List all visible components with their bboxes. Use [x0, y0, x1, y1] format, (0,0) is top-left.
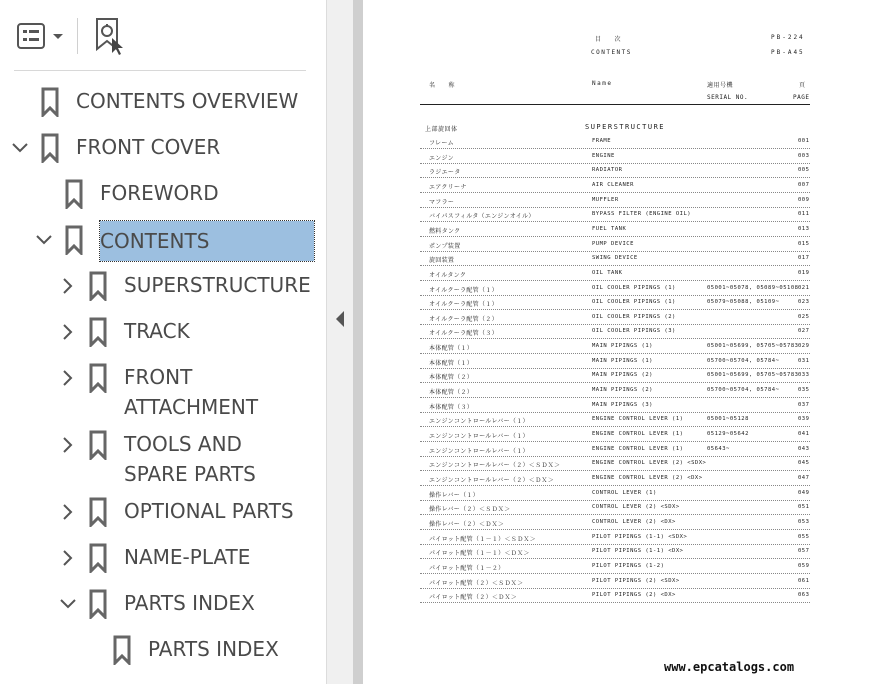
row-page: 063: [798, 592, 810, 599]
row-name-en: ENGINE CONTROL LEVER (2) <DX>: [592, 474, 703, 481]
row-name-en: PILOT PIPINGS (1-1) <SDX>: [592, 533, 688, 540]
row-name-en: OIL COOLER PIPINGS (2): [592, 313, 676, 320]
row-page: 043: [798, 445, 810, 452]
doc-code-1: PB-224: [771, 34, 805, 41]
row-serial: 05700~05704, 05784~: [707, 357, 780, 364]
chevron-right-icon[interactable]: [58, 502, 78, 522]
row-name-jp: エンジンコントロールレバー（２）＜ＳＤＸ＞: [429, 462, 561, 470]
row-serial: 05700~05704, 05784~: [707, 387, 780, 394]
row-page: 017: [798, 255, 810, 262]
chevron-down-icon[interactable]: [34, 230, 54, 250]
bookmark-label: NAME-PLATE: [124, 545, 251, 569]
row-divider: [420, 558, 810, 559]
bookmark-icon: [40, 87, 60, 117]
row-divider: [420, 251, 810, 252]
bookmark-item[interactable]: [0, 270, 326, 302]
bookmark-label: CONTENTS: [100, 221, 314, 261]
row-name-jp: エアクリーナ: [429, 183, 467, 191]
bookmark-item[interactable]: [0, 178, 326, 210]
row-name-jp: ポンプ装置: [429, 242, 461, 250]
row-page: 055: [798, 533, 810, 540]
row-divider: [420, 529, 810, 530]
row-page: 049: [798, 489, 810, 496]
row-page: 019: [798, 269, 810, 276]
row-page: 053: [798, 518, 810, 525]
row-page: 041: [798, 431, 810, 437]
section-title-jp: 上部旋回体: [425, 126, 458, 133]
bookmark-item[interactable]: [0, 496, 326, 528]
row-serial: 05079~05088, 05109~: [707, 299, 780, 306]
row-page: 057: [798, 548, 810, 555]
bookmark-item[interactable]: [0, 429, 326, 489]
row-divider: [420, 324, 810, 325]
row-name-en: OIL COOLER PIPINGS (3): [592, 328, 676, 335]
doc-code-2: PB-A45: [771, 49, 805, 56]
row-divider: [420, 382, 810, 383]
list-options-icon: [14, 20, 68, 52]
bookmark-find-icon: [90, 16, 130, 56]
row-name-en: PILOT PIPINGS (2) <DX>: [592, 592, 676, 599]
row-divider: [420, 470, 810, 471]
row-name-en: AIR CLEANER: [592, 181, 634, 188]
row-name-jp: エンジンコントロールレバー（１）: [429, 447, 529, 455]
row-divider: [420, 412, 810, 413]
row-name-jp: エンジン: [429, 154, 454, 162]
row-divider: [420, 338, 810, 339]
row-name-en: CONTROL LEVER (2) <SDX>: [592, 504, 680, 511]
row-serial: 05001~05699, 05705~05783: [707, 372, 799, 379]
row-page: 005: [798, 167, 810, 174]
row-name-en: PILOT PIPINGS (1-2): [592, 562, 665, 569]
bookmark-item[interactable]: [0, 316, 326, 348]
row-page: 021: [798, 284, 810, 291]
page-title-en: CONTENTS: [591, 49, 632, 56]
row-divider: [420, 485, 810, 486]
row-name-en: RADIATOR: [592, 167, 623, 174]
panel-collapse-bar[interactable]: [327, 0, 353, 684]
row-name-en: BYPASS FILTER (ENGINE OIL): [592, 211, 692, 218]
row-name-en: FRAME: [592, 138, 612, 144]
bookmark-icon: [88, 363, 108, 393]
bookmark-icon: [88, 589, 108, 619]
toolbar-divider: [77, 18, 78, 54]
col-serial-jp: 適用号機: [707, 82, 734, 89]
bookmark-label: TOOLS AND SPARE PARTS: [124, 432, 256, 486]
row-name-en: OIL TANK: [592, 269, 623, 276]
row-name-jp: オイルクーラ配管（１）: [429, 301, 498, 309]
find-bookmark-button[interactable]: [90, 16, 130, 56]
row-divider: [420, 177, 810, 178]
row-divider: [420, 573, 810, 574]
row-divider: [420, 456, 810, 457]
toolbar-bottom-rule: [14, 70, 306, 71]
row-name-en: ENGINE CONTROL LEVER (1): [592, 431, 684, 437]
row-name-jp: ラジエータ: [429, 169, 461, 177]
row-page: 039: [798, 416, 810, 423]
row-divider: [420, 309, 810, 310]
row-divider: [420, 397, 810, 398]
bookmark-icon: [64, 225, 84, 255]
row-page: 035: [798, 387, 810, 394]
row-name-en: FUEL TANK: [592, 225, 627, 232]
row-name-en: PUMP DEVICE: [592, 240, 634, 247]
row-name-jp: オイルクーラ配管（２）: [429, 315, 498, 323]
row-page: 001: [798, 138, 810, 144]
viewer-gutter: [353, 0, 363, 684]
row-divider: [420, 265, 810, 266]
chevron-right-icon[interactable]: [58, 435, 78, 455]
row-name-en: OIL COOLER PIPINGS (1): [592, 299, 676, 306]
chevron-right-icon[interactable]: [58, 368, 78, 388]
bookmark-label: CONTENTS OVERVIEW: [76, 89, 299, 113]
bookmark-item[interactable]: [0, 86, 326, 118]
bookmark-icon: [88, 271, 108, 301]
bookmark-icon: [88, 430, 108, 460]
row-divider: [420, 236, 810, 237]
row-divider: [420, 602, 810, 603]
watermark-url: www.epcatalogs.com: [664, 660, 795, 674]
row-name-jp: バイパスフィルタ（エンジンオイル）: [429, 213, 535, 221]
row-name-en: MAIN PIPINGS (3): [592, 401, 653, 408]
row-divider: [420, 500, 810, 501]
row-name-en: MAIN PIPINGS (1): [592, 343, 653, 350]
row-serial: 05129~05642: [707, 431, 749, 437]
row-name-en: SWING DEVICE: [592, 255, 638, 262]
row-divider: [420, 544, 810, 545]
row-name-jp: パイロット配管（１－２）: [429, 564, 505, 572]
bookmarks-panel: [0, 0, 327, 684]
row-name-jp: 操作レバー（１）: [429, 491, 479, 499]
bookmark-label: PARTS INDEX: [124, 591, 255, 615]
row-name-en: CONTROL LEVER (2) <DX>: [592, 518, 676, 525]
bookmark-label: FRONT COVER: [76, 135, 221, 159]
row-divider: [420, 221, 810, 222]
col-name-jp: 名 称: [429, 82, 456, 89]
header-rule: [420, 104, 810, 105]
row-name-jp: 本体配管（１）: [429, 359, 474, 367]
row-divider: [420, 148, 810, 149]
bookmark-icon: [112, 635, 132, 665]
col-serial-en: SERIAL NO.: [707, 94, 749, 101]
row-divider: [420, 588, 810, 589]
row-divider: [420, 192, 810, 193]
chevron-right-icon[interactable]: [58, 276, 78, 296]
row-divider: [420, 295, 810, 296]
row-name-jp: 本体配管（２）: [429, 389, 474, 397]
row-divider: [420, 280, 810, 281]
row-name-en: ENGINE: [592, 152, 615, 159]
row-name-jp: オイルクーラ配管（３）: [429, 330, 498, 338]
bookmark-icon: [88, 317, 108, 347]
row-name-jp: 操作レバー（２）＜ＳＤＸ＞: [429, 506, 511, 514]
bookmark-item[interactable]: [0, 588, 326, 620]
bookmark-item[interactable]: [0, 224, 326, 256]
row-name-jp: パイロット配管（１－１）＜ＳＤＸ＞: [429, 535, 536, 543]
bookmark-icon: [64, 179, 84, 209]
row-page: 061: [798, 577, 810, 584]
options-menu-button[interactable]: [14, 20, 68, 52]
chevron-down-icon[interactable]: [58, 594, 78, 614]
row-name-en: ENGINE CONTROL LEVER (2) <SDX>: [592, 460, 707, 467]
bookmark-item[interactable]: [0, 132, 326, 164]
row-page: 013: [798, 225, 810, 232]
row-page: 033: [798, 372, 810, 379]
row-name-en: MAIN PIPINGS (2): [592, 372, 653, 379]
row-page: 015: [798, 240, 810, 247]
bookmark-icon: [88, 497, 108, 527]
col-page-jp: 頁: [799, 82, 806, 89]
bookmark-item[interactable]: [0, 362, 326, 422]
row-page: 027: [798, 328, 810, 335]
row-page: 023: [798, 299, 810, 306]
row-name-jp: 本体配管（３）: [429, 403, 474, 411]
row-page: 009: [798, 196, 810, 203]
row-name-jp: マフラー: [429, 198, 455, 206]
row-page: 029: [798, 343, 810, 350]
bookmark-icon: [88, 543, 108, 573]
row-divider: [420, 514, 810, 515]
row-name-en: MAIN PIPINGS (1): [592, 357, 653, 364]
row-page: 047: [798, 474, 810, 481]
row-divider: [420, 207, 810, 208]
row-name-en: ENGINE CONTROL LEVER (1): [592, 416, 684, 423]
bookmark-item[interactable]: [0, 542, 326, 574]
row-name-en: ENGINE CONTROL LEVER (1): [592, 445, 684, 452]
row-page: 011: [798, 211, 810, 218]
row-page: 059: [798, 562, 810, 569]
row-page: 025: [798, 313, 810, 320]
row-page: 051: [798, 504, 810, 511]
row-name-jp: 燃料タンク: [429, 227, 461, 235]
row-page: 007: [798, 181, 810, 188]
chevron-right-icon[interactable]: [58, 548, 78, 568]
row-divider: [420, 368, 810, 369]
row-name-jp: フレーム: [429, 140, 454, 147]
col-name-en: Name: [592, 80, 613, 87]
chevron-down-icon[interactable]: [10, 138, 30, 158]
row-serial: 05643~: [707, 445, 730, 452]
row-name-en: OIL COOLER PIPINGS (1): [592, 284, 676, 291]
row-name-en: PILOT PIPINGS (1-1) <DX>: [592, 548, 684, 555]
row-name-jp: パイロット配管（２）＜ＳＤＸ＞: [429, 579, 524, 587]
row-name-jp: エンジンコントロールレバー（１）: [429, 433, 529, 440]
col-page-en: PAGE: [793, 94, 810, 101]
row-divider: [420, 163, 810, 164]
row-name-jp: パイロット配管（１－１）＜ＤＸ＞: [429, 550, 530, 558]
bookmark-label: TRACK: [124, 319, 190, 343]
row-name-en: MAIN PIPINGS (2): [592, 387, 653, 394]
bookmark-label: FRONT ATTACHMENT: [124, 365, 259, 419]
row-name-jp: 本体配管（２）: [429, 374, 474, 382]
row-name-en: CONTROL LEVER (1): [592, 489, 657, 496]
row-page: 003: [798, 152, 810, 159]
bookmark-label: SUPERSTRUCTURE: [124, 273, 311, 297]
row-divider: [420, 441, 810, 442]
row-serial: 05001~05078, 05089~05108: [707, 284, 799, 291]
row-page: 037: [798, 401, 810, 408]
row-name-jp: エンジンコントロールレバー（２）＜ＤＸ＞: [429, 476, 555, 484]
row-name-en: PILOT PIPINGS (2) <SDX>: [592, 577, 680, 584]
row-divider: [420, 353, 810, 354]
chevron-right-icon[interactable]: [58, 322, 78, 342]
bookmark-label: OPTIONAL PARTS: [124, 499, 294, 523]
row-name-jp: 操作レバー（２）＜ＤＸ＞: [429, 520, 505, 528]
bookmark-label: PARTS INDEX: [148, 637, 279, 661]
row-name-jp: 旋回装置: [429, 257, 455, 265]
row-name-jp: エンジンコントロールレバー（１）: [429, 418, 529, 426]
bookmark-label: FOREWORD: [100, 181, 219, 205]
bookmark-icon: [40, 133, 60, 163]
row-name-jp: オイルクーラ配管（１）: [429, 286, 498, 294]
row-divider: [420, 426, 810, 427]
row-name-en: MUFFLER: [592, 196, 619, 203]
bookmark-item[interactable]: [0, 634, 326, 666]
row-page: 045: [798, 460, 810, 467]
row-page: 031: [798, 357, 810, 364]
row-name-jp: 本体配管（１）: [429, 345, 474, 353]
page-title-jp: 目 次: [595, 36, 622, 43]
row-name-jp: オイルタンク: [429, 271, 467, 279]
document-page: [363, 0, 876, 684]
row-name-jp: パイロット配管（２）＜ＤＸ＞: [429, 594, 518, 602]
section-title-en: SUPERSTRUCTURE: [585, 123, 666, 131]
row-serial: 05001~05128: [707, 416, 749, 423]
row-serial: 05001~05699, 05705~05783: [707, 343, 799, 350]
